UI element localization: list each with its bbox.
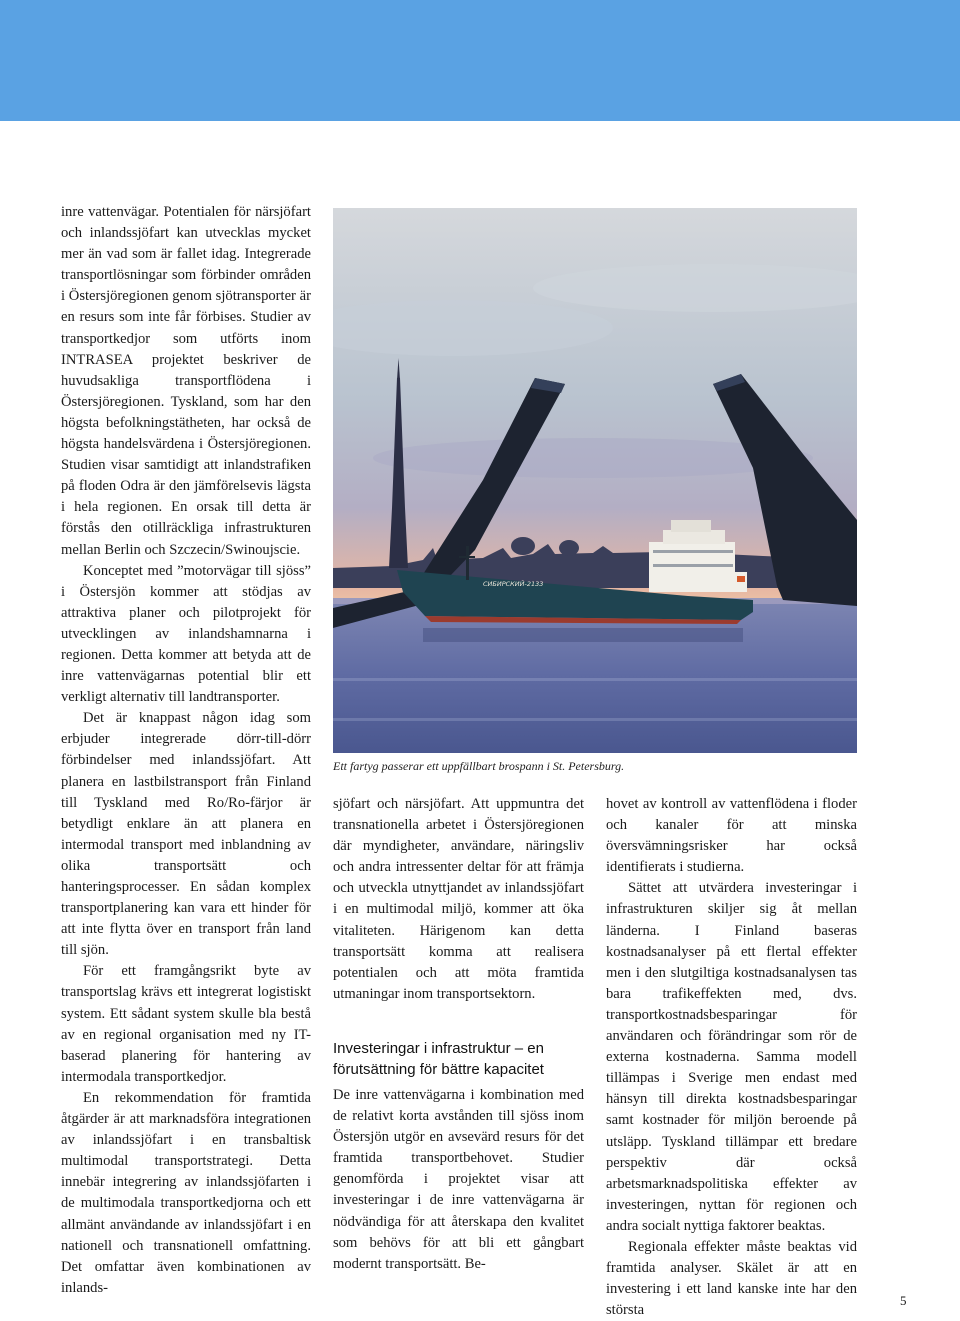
header-color-band [0,0,960,121]
paragraph: hovet av kontroll av vattenflödena i floder och kanaler för att minska översvämningsrisker har också identifierats i studierna. [606,796,857,876]
right-text-column [606,794,857,1321]
paragraph: Konceptet med ”motorvägar till sjöss” i Östersjön kommer att stödjas av attraktiva planer och pilotprojekt för utvecklingen av inlandshamnarna i regionen. Detta kommer att betyda att de inre vattenvägarnas potential blir ett verkligt alternativ till landtransporter. [61,562,311,706]
paragraph: Det är knappast någon idag som erbjuder integrerade dörr-till-dörr förbindelser med inlandssjöfart. Att planera en lastbilstransport från Finland till Tyskland med Ro/Ro-färjor är betydligt enklare än att planera en intermodal transport med inblandning av olika transportsätt och hanteringsprocesser. En sådan komplex transportplanering kan vara ett hinder för att inte flytta över en transport från land till sjön. [61,710,311,959]
paragraph: Sättet att utvärdera investeringar i infrastrukturen skiljer sig åt mellan länderna. I Finland baseras kostnadsanalyser på ett flertal effekter men i den slutgiltiga kostnadsanalysen tas bara trafikeffekten med, dvs. transportkostnadsbesparingar för användaren och förändringar som rör de externa kostnaderna. Samma modell tillämpas i Sverige men endast med hänsyn till direkta kostnadsbesparingar samt kostnader för miljön beroende på utsläpp. Tyskland tillämpar ett bredare perspektiv där också arbetsmarknadspolitiska effekter av investeringen, nyttan för regionen och andra socialt nyttiga faktorer beaktas. [606,880,857,1234]
paragraph: En rekommendation för framtida åtgärder är att marknadsföra integrationen av inlandssjöfart i en transbaltisk multimodal transportstrategi. Detta innebär integrering av inlandssjöfarten i de multimodala transportkedjorna och ett allmänt användande av inlandssjöfart i en nationell och transnationell omfattning. Det omfattar även kombinationen av inlands- [61,1089,311,1296]
paragraph: inre vattenvägar. Potentialen för närsjöfart och inlandssjöfart kan utvecklas mycket mer än vad som är fallet idag. Integrerade transportlösningar som förbinder områden i Östersjöregionen genom sjötransporter är en resurs som inte får förbises. Studier av transportkedjor som utförts inom INTRASEA projektet beskriver de huvudsakliga transportflödena i Östersjöregionen. Tyskland, som har den högsta befolkningstätheten, har också de högsta handelsvärdena i Östersjöregionen. Studien visar samtidigt att inlandstrafiken på floden Odra är den jämförelsevis lägsta i hela regionen. En orsak till detta är förstås den otillräckliga infrastrukturen mellan Berlin och Szczecin/Swinoujscie. [61,204,311,558]
paragraph: För ett framgångsrikt byte av transportslag krävs ett integrerat logistiskt system. Ett sådant system skulle bla bestå av en regional organisation med ny IT-baserad planering för hantering av intermodala transportkedjor. [61,963,311,1085]
left-text-column [61,202,311,1299]
middle-text-column [333,794,584,1275]
photo-caption: Ett fartyg passerar ett uppfällbart brospann i St. Petersburg. [333,759,625,773]
ship-name-label: СИБИРСКИЙ-2133 [483,580,544,588]
ship-bridge-photo [333,208,857,753]
paragraph: sjöfart och närsjöfart. Att uppmuntra det transnationella arbetet i Östersjöregionen där myndigheter, användare, näringsliv och andra intressenter deltar för att främja och utveckla utnyttjandet av inlandssjöfart i en multimodal miljö, kommer att öka vitaliteten. Härigenom kan detta transportsätt komma att realisera potentialen och att möta framtida utmaningar inom transportsektorn. [333,796,584,1002]
page-number: 5 [900,1293,907,1308]
paragraph: Regionala effekter måste beaktas vid framtida analyser. Skälet är att en investering i ett land kanske inte har den största [606,1238,857,1319]
paragraph: De inre vattenvägarna i kombination med de relativt korta avstånden till sjöss inom Östersjön utgör en avsevärd resurs för det framtida transportbehovet. Studier genomförda i projektet visar att investeringar i de inre vattenvägarna är nödvändiga för att återskapa den kvalitet som behövs för att bli ett gångbart modernt transportsätt. Be- [333,1086,584,1272]
section-subheading: Investeringar i infrastruktur – en förutsättning för bättre kapacitet [333,1039,544,1078]
